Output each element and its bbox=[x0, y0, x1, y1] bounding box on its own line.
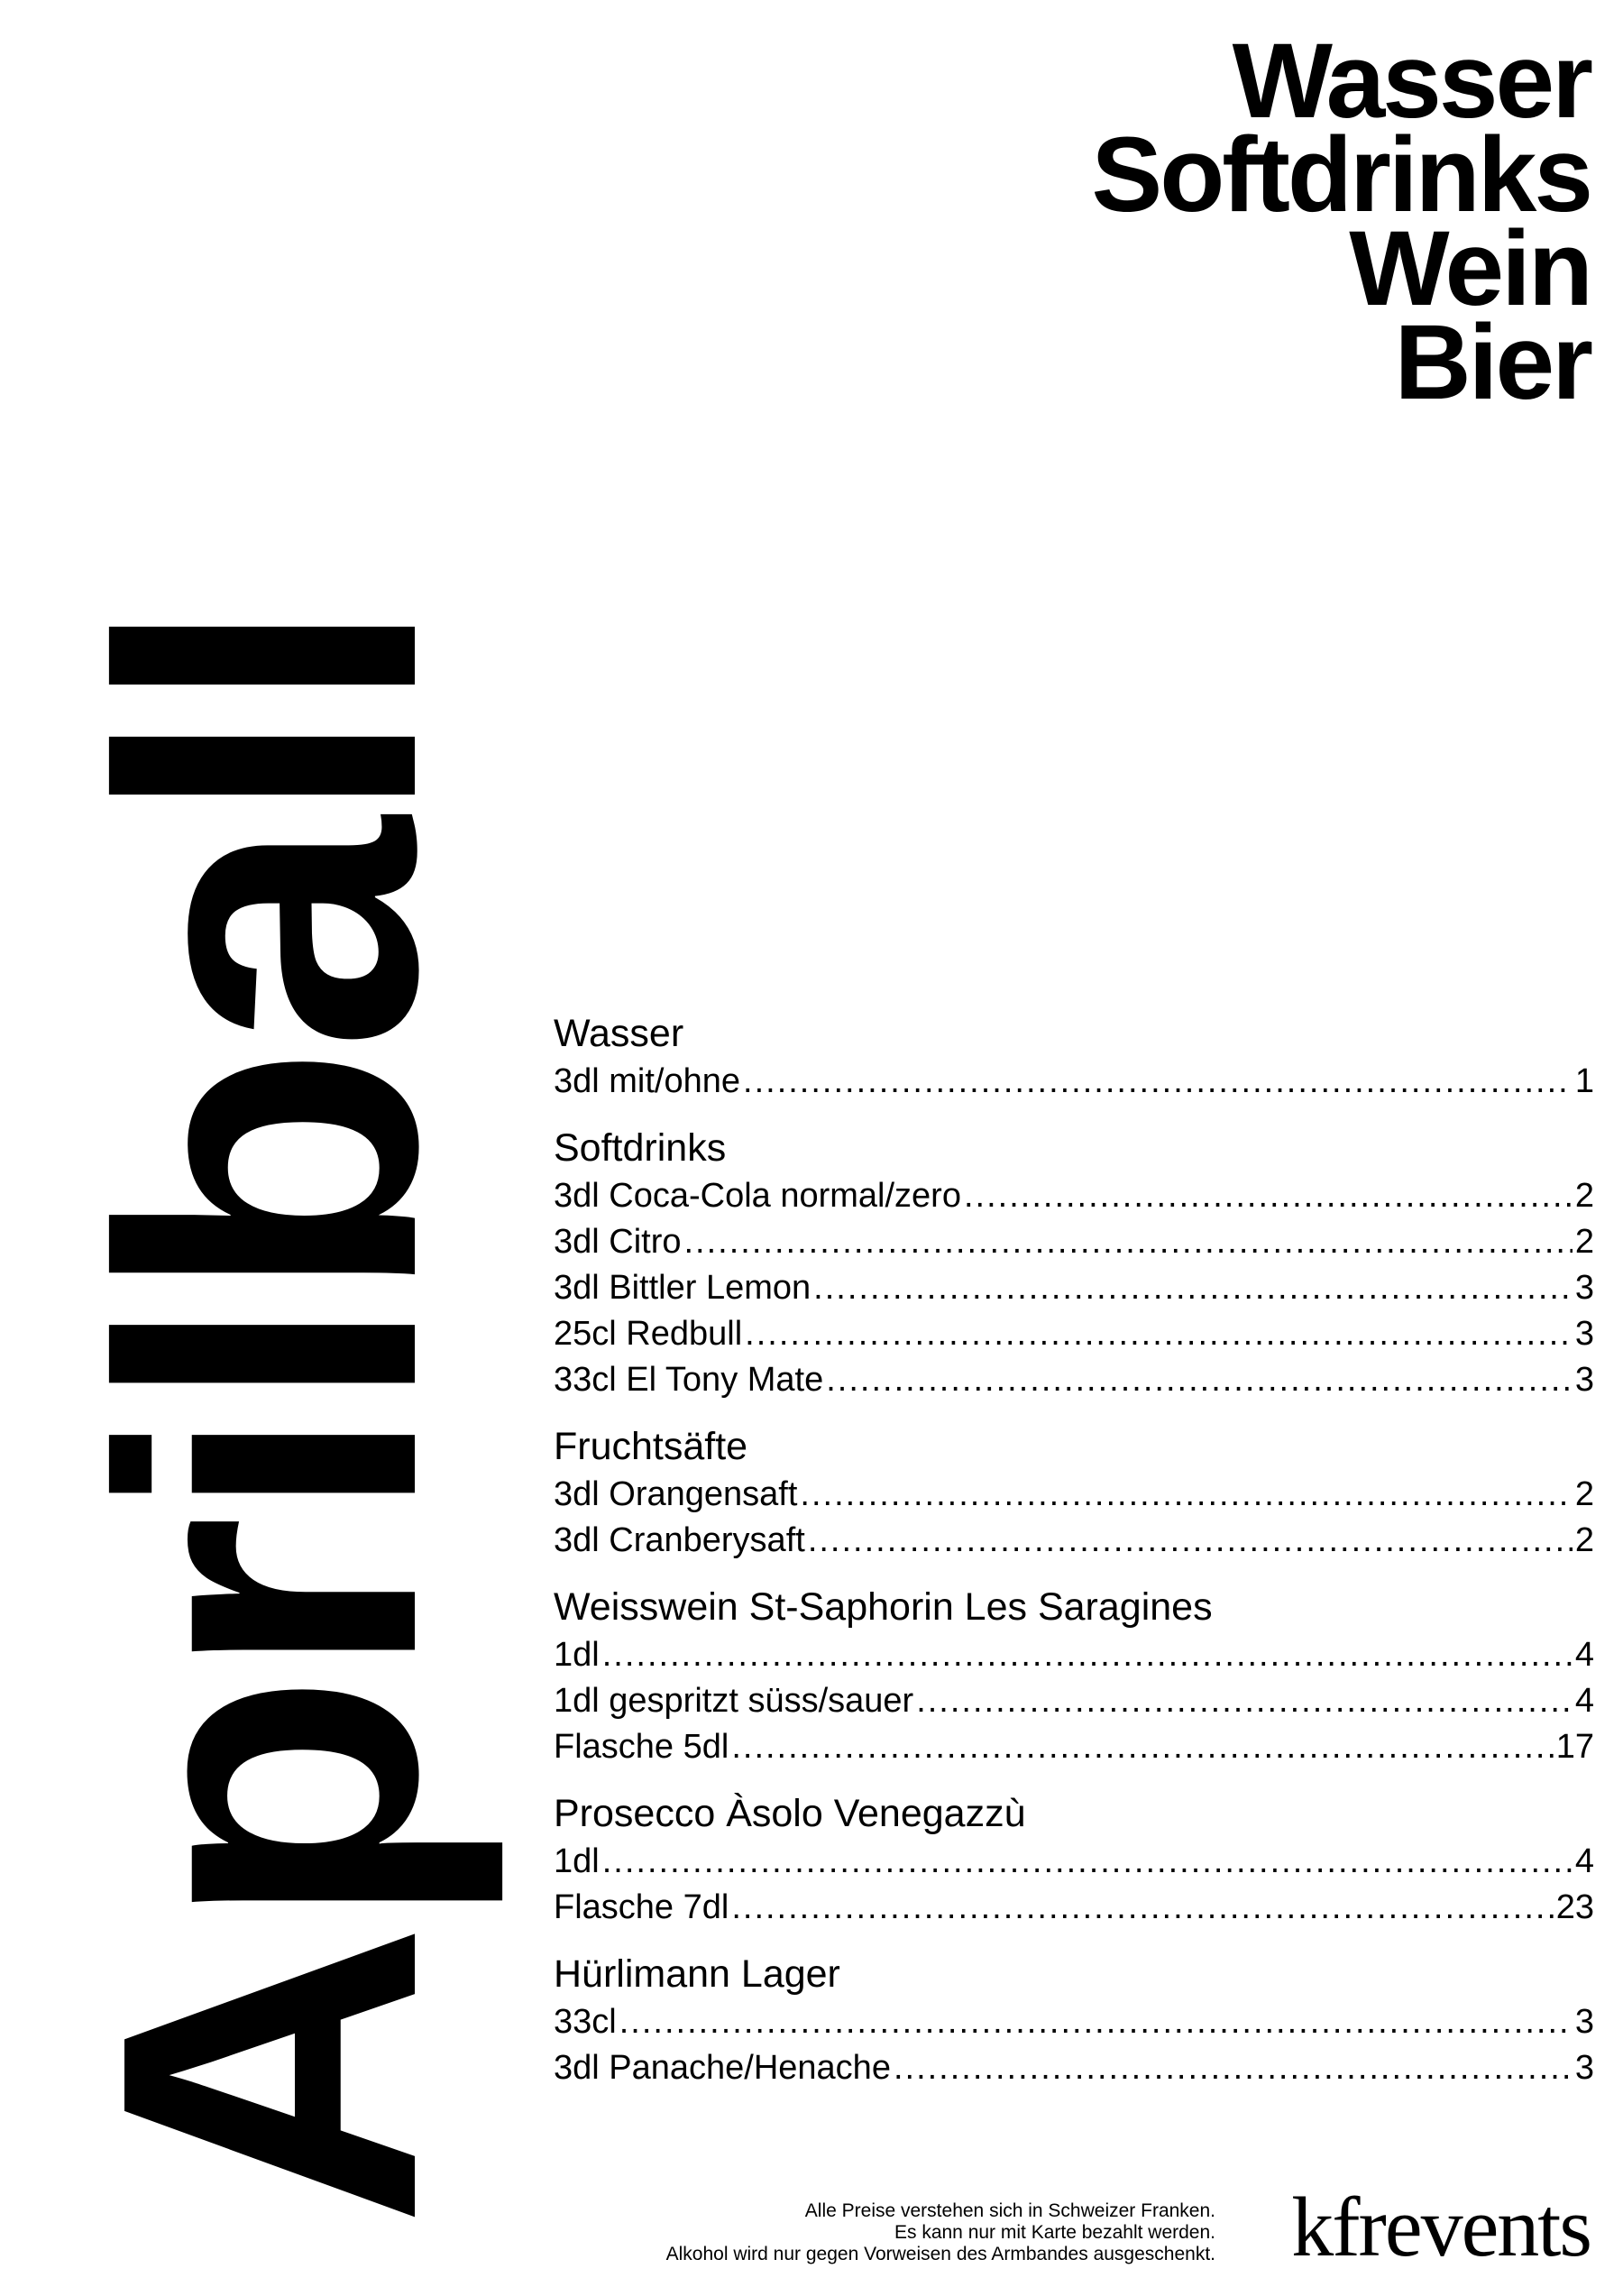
section-title: Fruchtsäfte bbox=[554, 1425, 748, 1468]
item-name: 1dl bbox=[554, 1636, 600, 1674]
dot-leader bbox=[745, 1311, 1573, 1357]
item-price: 2 bbox=[1574, 1521, 1594, 1559]
section-title: Weisswein St-Saphorin Les Saragines bbox=[554, 1585, 1213, 1629]
item-price: 1 bbox=[1574, 1062, 1594, 1100]
menu-section bbox=[554, 1421, 1594, 1564]
item-price: 2 bbox=[1574, 1223, 1594, 1261]
footer-note: Es kann nur mit Karte bezahlt werden. bbox=[894, 2222, 1215, 2243]
section-title: Hürlimann Lager bbox=[554, 1952, 840, 1996]
dot-leader bbox=[813, 1265, 1573, 1311]
item-name: 1dl gespritzt süss/sauer bbox=[554, 1682, 914, 1720]
item-name: Flasche 5dl bbox=[554, 1728, 729, 1766]
menu-item bbox=[554, 1357, 1594, 1403]
footer-note: Alle Preise verstehen sich in Schweizer Franken. bbox=[804, 2200, 1215, 2221]
headline-line: Wein bbox=[1349, 209, 1591, 328]
headline-line: Softdrinks bbox=[1091, 115, 1591, 234]
item-name: 3dl Panache/Henache bbox=[554, 2049, 891, 2087]
dot-leader bbox=[619, 1999, 1573, 2045]
dot-leader bbox=[964, 1173, 1573, 1219]
footer-note: Alkohol wird nur gegen Vorweisen des Armbandes ausgeschenkt. bbox=[665, 2244, 1215, 2264]
section-title: Softdrinks bbox=[554, 1126, 727, 1170]
menu-section bbox=[554, 1582, 1594, 1770]
brand-logo: kfrevents bbox=[1291, 2181, 1591, 2274]
menu-section bbox=[554, 1123, 1594, 1403]
menu-section bbox=[554, 1949, 1594, 2091]
menu-item bbox=[554, 1885, 1594, 1931]
item-name: 25cl Redbull bbox=[554, 1315, 743, 1353]
vertical-title: Aprilball bbox=[33, 603, 505, 2227]
dot-leader bbox=[602, 1632, 1573, 1678]
section-title: Wasser bbox=[554, 1012, 684, 1055]
menu-item bbox=[554, 1999, 1594, 2045]
menu-item bbox=[554, 2045, 1594, 2091]
dot-leader bbox=[800, 1472, 1572, 1518]
item-name: 3dl Coca-Cola normal/zero bbox=[554, 1177, 961, 1215]
item-price: 2 bbox=[1574, 1475, 1594, 1513]
menu-item bbox=[554, 1219, 1594, 1265]
item-name: Flasche 7dl bbox=[554, 1888, 729, 1926]
menu-item bbox=[554, 1059, 1594, 1105]
menu-item bbox=[554, 1472, 1594, 1518]
dot-leader bbox=[826, 1357, 1573, 1403]
item-price: 4 bbox=[1574, 1636, 1594, 1674]
dot-leader bbox=[916, 1678, 1573, 1724]
headline-line: Bier bbox=[1394, 303, 1591, 422]
item-price: 4 bbox=[1574, 1842, 1594, 1880]
dot-leader bbox=[894, 2045, 1573, 2091]
dot-leader bbox=[731, 1724, 1553, 1770]
item-price: 3 bbox=[1574, 1315, 1594, 1353]
menu-item bbox=[554, 1173, 1594, 1219]
item-name: 3dl Cranberysaft bbox=[554, 1521, 805, 1559]
menu-item bbox=[554, 1311, 1594, 1357]
dot-leader bbox=[731, 1885, 1553, 1931]
menu-item bbox=[554, 1518, 1594, 1564]
item-price: 3 bbox=[1574, 1269, 1594, 1307]
section-title: Prosecco Àsolo Venegazzù bbox=[554, 1792, 1026, 1835]
dot-leader bbox=[808, 1518, 1573, 1564]
item-price: 2 bbox=[1574, 1177, 1594, 1215]
dot-leader bbox=[684, 1219, 1573, 1265]
headline bbox=[1091, 22, 1591, 422]
price-list bbox=[554, 1008, 1594, 2109]
dot-leader bbox=[743, 1059, 1573, 1105]
menu-section bbox=[554, 1008, 1594, 1105]
menu-section bbox=[554, 1788, 1594, 1931]
footer-notes bbox=[666, 2200, 1215, 2265]
item-name: 3dl Orangensaft bbox=[554, 1475, 798, 1513]
item-name: 1dl bbox=[554, 1842, 600, 1880]
item-price: 17 bbox=[1555, 1728, 1594, 1766]
item-name: 3dl Citro bbox=[554, 1223, 682, 1261]
menu-item bbox=[554, 1265, 1594, 1311]
menu-item bbox=[554, 1724, 1594, 1770]
item-price: 23 bbox=[1555, 1888, 1594, 1926]
item-name: 3dl mit/ohne bbox=[554, 1062, 741, 1100]
dot-leader bbox=[602, 1839, 1573, 1885]
item-name: 33cl bbox=[554, 2003, 617, 2041]
item-name: 33cl El Tony Mate bbox=[554, 1361, 824, 1399]
menu-item bbox=[554, 1678, 1594, 1724]
item-price: 3 bbox=[1574, 1361, 1594, 1399]
item-price: 3 bbox=[1574, 2049, 1594, 2087]
item-price: 3 bbox=[1574, 2003, 1594, 2041]
menu-item bbox=[554, 1839, 1594, 1885]
item-name: 3dl Bittler Lemon bbox=[554, 1269, 812, 1307]
headline-line: Wasser bbox=[1232, 22, 1591, 141]
item-price: 4 bbox=[1574, 1682, 1594, 1720]
menu-item bbox=[554, 1632, 1594, 1678]
